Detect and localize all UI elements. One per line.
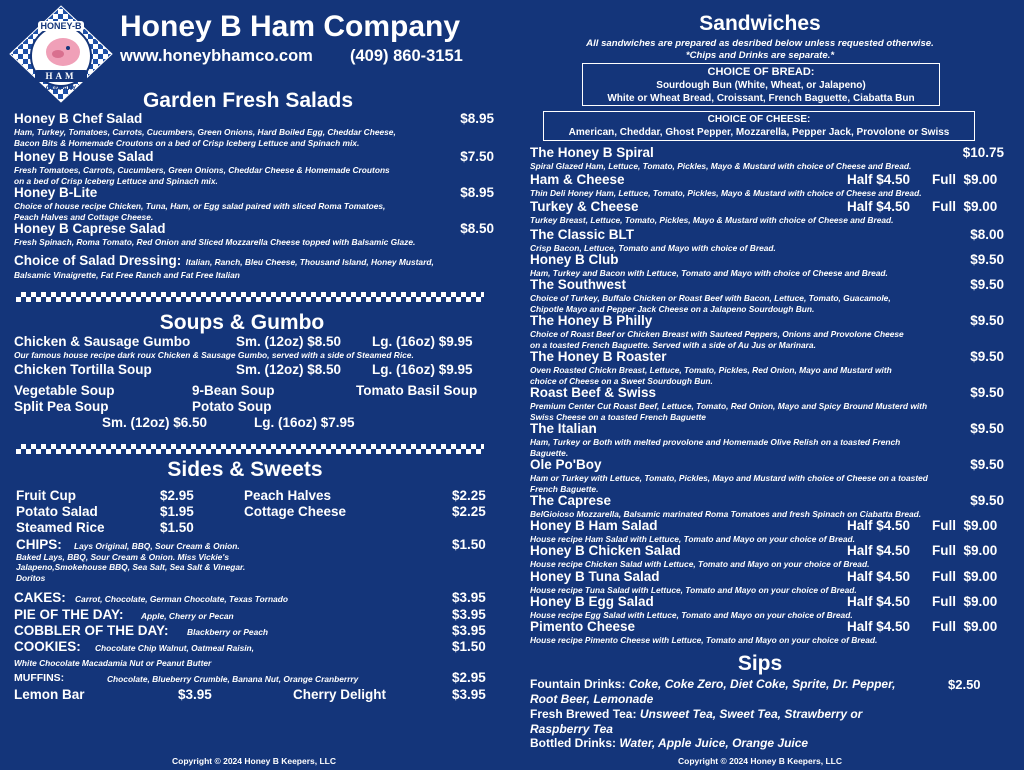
bread-line: White or Wheat Bread, Croissant, French Baguette, Ciabatta Bun [607, 93, 915, 104]
sandwich-full-price: Full $9.00 [932, 199, 998, 214]
salad-price: $8.95 [460, 111, 494, 126]
sandwich-item [530, 543, 1004, 570]
salad-item [14, 221, 494, 248]
cakes-label: CAKES: [14, 590, 66, 605]
sandwich-name: The Honey B Roaster [530, 349, 667, 364]
salad-name: Honey B House Salad [14, 149, 154, 164]
sandwich-price: $9.50 [970, 277, 1004, 292]
sandwich-full-price: Full $9.00 [932, 518, 998, 533]
sandwich-desc: Thin Deli Honey Ham, Lettuce, Tomato, Pickles, Mayo & Mustard with choice of Cheese and Bread. [530, 188, 922, 198]
fountain-list: Root Beer, Lemonade [530, 692, 654, 706]
salad-desc: Peach Halves and Cottage Cheese. [14, 211, 154, 222]
cookies-price: $1.50 [452, 639, 486, 654]
sandwiches-heading: Sandwiches [699, 12, 821, 35]
salad-item [14, 111, 494, 148]
sandwich-name: Honey B Egg Salad [530, 594, 654, 609]
sandwich-item [530, 145, 1004, 172]
salad-desc: Choice of house recipe Chicken, Tuna, Ham, or Egg salad paired with sliced Roma Tomatoes, [14, 201, 386, 211]
cakes-desc: Carrot, Chocolate, German Chocolate, Texas Tornado [75, 594, 288, 604]
sandwich-desc: House recipe Tuna Salad with Lettuce, Tomato and Mayo on your choice of Bread. [530, 585, 857, 595]
sandwich-desc: choice of Cheese on a Sweet Sourdough Bun. [530, 375, 713, 386]
dressing-label: Choice of Salad Dressing: [14, 253, 182, 268]
cherry-delight-price: $3.95 [452, 687, 486, 702]
salad-item [14, 185, 494, 222]
fountain-price: $2.50 [948, 677, 981, 692]
side-price: $2.25 [452, 504, 486, 519]
sandwich-item [530, 385, 1004, 422]
chips-desc: Doritos [16, 573, 46, 583]
side-price: $2.95 [160, 488, 194, 503]
sandwich-desc: Turkey Breast, Lettuce, Tomato, Pickles, Mayo & Mustard with choice of Cheese and Bread. [530, 215, 894, 225]
sandwich-desc: House recipe Pimento Cheese with Lettuce, Tomato and Mayo on your choice of Bread. [530, 635, 878, 645]
cheese-title: CHOICE OF CHEESE: [707, 114, 811, 125]
cakes-price: $3.95 [452, 590, 486, 605]
lemon-bar: Lemon Bar [14, 687, 85, 702]
chips-label: CHIPS: [16, 537, 62, 552]
side-name: Fruit Cup [16, 488, 76, 503]
soup-large-price: Lg. (16oz) $7.95 [254, 415, 355, 430]
salad-dressing [14, 252, 494, 281]
side-price: $1.50 [160, 520, 194, 535]
salad-name: Honey B-Lite [14, 185, 98, 200]
cheese-line: American, Cheddar, Ghost Pepper, Mozzarella, Pepper Jack, Provolone or Swiss [568, 127, 950, 138]
sandwich-half-price: Half $4.50 [847, 199, 911, 214]
sandwich-item [530, 227, 1004, 254]
muffins-label: MUFFINS: [14, 672, 65, 684]
sandwich-name: Honey B Tuna Salad [530, 569, 660, 584]
soup-tortilla-small: Sm. (12oz) $8.50 [236, 362, 342, 377]
cookies-desc: White Chocolate Macadamia Nut or Peanut Butter [14, 658, 212, 668]
sandwich-item [530, 619, 1004, 646]
cheese-choice-box [543, 111, 975, 141]
phone-number[interactable]: (409) 860-3151 [350, 47, 463, 65]
sandwich-item [530, 313, 1004, 350]
footer-copyright-right: Copyright © 2024 Honey B Keepers, LLC [677, 756, 843, 766]
side-name: Peach Halves [244, 488, 332, 503]
sandwich-name: Honey B Ham Salad [530, 518, 658, 533]
salad-item [14, 149, 494, 186]
sandwich-price: $10.75 [962, 145, 1004, 160]
salad-desc: Fresh Tomatoes, Carrots, Cucumbers, Green Onions, Cheddar Cheese & Homemade Croutons [14, 165, 390, 175]
side-name: Steamed Rice [16, 520, 105, 535]
sandwich-desc: Swiss Cheese on a toasted French Baguette [530, 411, 706, 422]
sandwich-half-price: Half $4.50 [847, 619, 911, 634]
sandwich-name: Roast Beef & Swiss [530, 385, 657, 400]
pie-label: PIE OF THE DAY: [14, 607, 124, 622]
salad-price: $7.50 [460, 149, 494, 164]
logo-text-bottom: COMPANY [45, 86, 77, 92]
sandwich-item [530, 349, 1004, 386]
pie-desc: Apple, Cherry or Pecan [141, 611, 234, 621]
sandwich-name: The Honey B Spiral [530, 145, 654, 160]
tea-list: Unsweet Tea, Sweet Tea, Strawberry or [639, 707, 863, 721]
sandwich-full-price: Full $9.00 [932, 619, 998, 634]
salad-desc: on a bed of Crisp Iceberg Lettuce and Spinach mix. [14, 175, 218, 186]
tea-list: Raspberry Tea [530, 722, 613, 736]
side-price: $1.95 [160, 504, 194, 519]
soups-heading: Soups & Gumbo [159, 311, 325, 334]
cobbler-label: COBBLER OF THE DAY: [14, 623, 169, 638]
soup-gumbo-large: Lg. (16oz) $9.95 [372, 334, 473, 349]
sandwich-half-price: Half $4.50 [847, 594, 911, 609]
chips-desc: Baked Lays, BBQ, Sour Cream & Onion. Miss Vickie's [16, 552, 229, 562]
salad-name: Honey B Chef Salad [14, 111, 143, 126]
cookies-desc: Chocolate Chip Walnut, Oatmeal Raisin, [95, 643, 254, 653]
soup-gumbo-name: Chicken & Sausage Gumbo [14, 334, 191, 349]
salads-heading: Garden Fresh Salads [142, 89, 354, 112]
sandwich-name: Honey B Chicken Salad [530, 543, 681, 558]
sandwich-item [530, 594, 1004, 621]
side-price: $2.25 [452, 488, 486, 503]
bread-choice-box [582, 63, 940, 106]
sandwich-name: The Honey B Philly [530, 313, 653, 328]
sides-heading: Sides & Sweets [167, 458, 323, 481]
bottled-list: Water, Apple Juice, Orange Juice [619, 736, 809, 750]
sandwich-half-price: Half $4.50 [847, 518, 911, 533]
sandwich-name: Ole Po'Boy [530, 457, 602, 472]
soup-gumbo-desc: Our famous house recipe dark roux Chicken & Sausage Gumbo, served with a side of Steamed Rice. [14, 350, 414, 360]
sandwich-price: $9.50 [970, 252, 1004, 267]
sandwich-desc: Baguette. [530, 447, 569, 458]
cobbler-desc: Blackberry or Peach [187, 627, 269, 637]
sandwich-name: The Classic BLT [530, 227, 635, 242]
sandwich-half-price: Half $4.50 [847, 543, 911, 558]
side-name: Potato Salad [16, 504, 98, 519]
sandwich-name: The Caprese [530, 493, 612, 508]
sandwich-desc: on a toasted French Baguette. Served with a side of Au Jus or Marinara. [530, 339, 816, 350]
sandwich-price: $9.50 [970, 457, 1004, 472]
soup-9bean: 9-Bean Soup [192, 383, 275, 398]
salad-desc: Fresh Spinach, Roma Tomato, Red Onion and Sliced Mozzarella Cheese topped with Balsamic Glaze. [14, 237, 416, 247]
dressing-list: Balsamic Vinaigrette, Fat Free Ranch and Fat Free Italian [14, 270, 240, 280]
chips-desc: Jalapeno,Smokehouse BBQ, Sea Salt, Sea Salt & Vinegar. [16, 562, 246, 572]
sandwich-desc: House recipe Chicken Salad with Lettuce, Tomato and Mayo on your choice of Bread. [530, 559, 870, 569]
sandwich-full-price: Full $9.00 [932, 594, 998, 609]
sandwich-desc: Premium Center Cut Roast Beef, Lettuce, Tomato, Red Onion, Mayo and Spicy Bround Musterd with [530, 401, 928, 411]
cherry-delight: Cherry Delight [293, 687, 387, 702]
sandwich-half-price: Half $4.50 [847, 569, 911, 584]
sandwich-price: $9.50 [970, 349, 1004, 364]
soup-small-price: Sm. (12oz) $6.50 [102, 415, 208, 430]
sandwich-desc: House recipe Ham Salad with Lettuce, Tomato and Mayo on your choice of Bread. [530, 534, 855, 544]
salad-name: Honey B Caprese Salad [14, 221, 166, 236]
sandwich-item [530, 277, 1004, 314]
soup-tortilla-name: Chicken Tortilla Soup [14, 362, 152, 377]
sandwich-item [530, 518, 1004, 545]
soup-gumbo-small: Sm. (12oz) $8.50 [236, 334, 342, 349]
muffins-price: $2.95 [452, 670, 486, 685]
sips-bottled [530, 736, 990, 751]
sandwich-desc: Ham, Turkey and Bacon with Lettuce, Tomato and Mayo with choice of Cheese and Bread. [530, 268, 888, 278]
bread-line: Sourdough Bun (White, Wheat, or Jalapeno) [656, 80, 866, 91]
sandwich-desc: Chipotle Mayo and Pepper Jack Cheese on a Jalapeno Sourdough Bun. [530, 303, 815, 314]
sandwich-item [530, 457, 1004, 494]
sandwich-name: Pimento Cheese [530, 619, 636, 634]
sandwich-desc: Spiral Glazed Ham, Lettuce, Tomato, Pickles, Mayo & Mustard with choice of Cheese and Bread. [530, 161, 912, 171]
sandwich-item [530, 569, 1004, 596]
soup-tomato-basil: Tomato Basil Soup [356, 383, 478, 398]
sandwich-name: Honey B Club [530, 252, 619, 267]
sandwich-item [530, 252, 1004, 279]
sips-tea [530, 707, 990, 737]
sandwich-price: $9.50 [970, 313, 1004, 328]
sandwich-full-price: Full $9.00 [932, 569, 998, 584]
salad-price: $8.50 [460, 221, 494, 236]
sips-fountain [530, 677, 990, 707]
cookies-label: COOKIES: [14, 639, 81, 654]
pie-price: $3.95 [452, 607, 486, 622]
soup-split-pea: Split Pea Soup [14, 399, 109, 414]
website-link[interactable]: www.honeybhamco.com [120, 47, 313, 65]
chips-price: $1.50 [452, 537, 486, 552]
sandwich-half-price: Half $4.50 [847, 172, 911, 187]
sandwich-full-price: Full $9.00 [932, 172, 998, 187]
soup-tortilla-large: Lg. (16oz) $9.95 [372, 362, 473, 377]
salad-desc: Ham, Turkey, Tomatoes, Carrots, Cucumbers, Green Onions, Hard Boiled Egg, Cheddar Cheese, [14, 127, 396, 137]
sandwich-desc: Oven Roasted Chickn Breast, Lettuce, Tomato, Pickles, Red Onion, Mayo and Mustard with [530, 365, 892, 375]
soup-vegetable: Vegetable Soup [14, 383, 115, 398]
cobbler-price: $3.95 [452, 623, 486, 638]
salad-desc: Bacon Bits & Homemade Croutons on a bed of Crisp Iceberg Lettuce and Spinach mix. [14, 137, 360, 148]
checker-divider [16, 292, 484, 302]
sandwich-full-price: Full $9.00 [932, 543, 998, 558]
sandwich-item [530, 421, 1004, 458]
sandwich-name: The Southwest [530, 277, 627, 292]
fountain-list: Coke, Coke Zero, Diet Coke, Sprite, Dr. Pepper, [628, 677, 896, 691]
side-name: Cottage Cheese [244, 504, 347, 519]
logo-text-top: HONEY-B [38, 21, 84, 31]
muffins-desc: Chocolate, Blueberry Crumble, Banana Nut, Orange Cranberrry [107, 674, 359, 684]
bread-title: CHOICE OF BREAD: [707, 66, 815, 78]
sandwich-desc: French Baguette. [530, 483, 599, 494]
sandwich-note: *Chips and Drinks are separate.* [685, 50, 835, 61]
logo-text-mid: HAM [45, 71, 77, 81]
sandwich-desc: Ham or Turkey with Lettuce, Tomato, Pickles, Mayo and Mustard with choice of Cheese on a toasted [530, 473, 928, 483]
sandwich-name: Ham & Cheese [530, 172, 625, 187]
sandwich-desc: House recipe Egg Salad with Lettuce, Tomato and Mayo on your choice of Bread. [530, 610, 853, 620]
footer-copyright-left: Copyright © 2024 Honey B Keepers, LLC [171, 756, 337, 766]
sandwich-desc: BelGioioso Mozzarella, Balsamic marinated Roma Tomatoes and fresh Spinach on Ciabatta Bread. [530, 509, 922, 519]
sandwich-name: The Italian [530, 421, 597, 436]
sandwich-item [530, 199, 1004, 226]
sandwich-price: $8.00 [970, 227, 1004, 242]
bottled-label: Bottled Drinks: [530, 736, 617, 750]
sandwich-item [530, 172, 1004, 199]
fountain-label: Fountain Drinks: [530, 677, 626, 691]
checker-divider [16, 444, 484, 454]
chips-desc: Lays Original, BBQ, Sour Cream & Onion. [74, 541, 240, 551]
company-title: Honey B Ham Company [120, 10, 461, 43]
sandwich-price: $9.50 [970, 493, 1004, 508]
salad-price: $8.95 [460, 185, 494, 200]
soup-potato: Potato Soup [192, 399, 272, 414]
sandwich-desc: Crisp Bacon, Lettuce, Tomato and Mayo with choice of Bread. [530, 243, 776, 253]
sandwich-price: $9.50 [970, 421, 1004, 436]
sandwich-name: Turkey & Cheese [530, 199, 639, 214]
sips-heading: Sips [737, 652, 783, 675]
lemon-bar-price: $3.95 [178, 687, 212, 702]
sandwich-desc: Choice of Turkey, Buffalo Chicken or Roast Beef with Bacon, Lettuce, Tomato, Guacamole, [530, 293, 891, 303]
tea-label: Fresh Brewed Tea: [530, 707, 637, 721]
sandwich-desc: Choice of Roast Beef or Chicken Breast with Sauteed Peppers, Onions and Provolone Cheese [530, 329, 904, 339]
sandwich-note: All sandwiches are prepared as desribed below unless requested otherwise. [586, 38, 934, 49]
sandwich-desc: Ham, Turkey or Both with melted provolone and Homemade Olive Relish on a toasted French [530, 437, 901, 447]
dressing-list: Italian, Ranch, Bleu Cheese, Thousand Island, Honey Mustard, [185, 257, 434, 267]
sandwich-item [530, 493, 1004, 520]
sandwich-price: $9.50 [970, 385, 1004, 400]
